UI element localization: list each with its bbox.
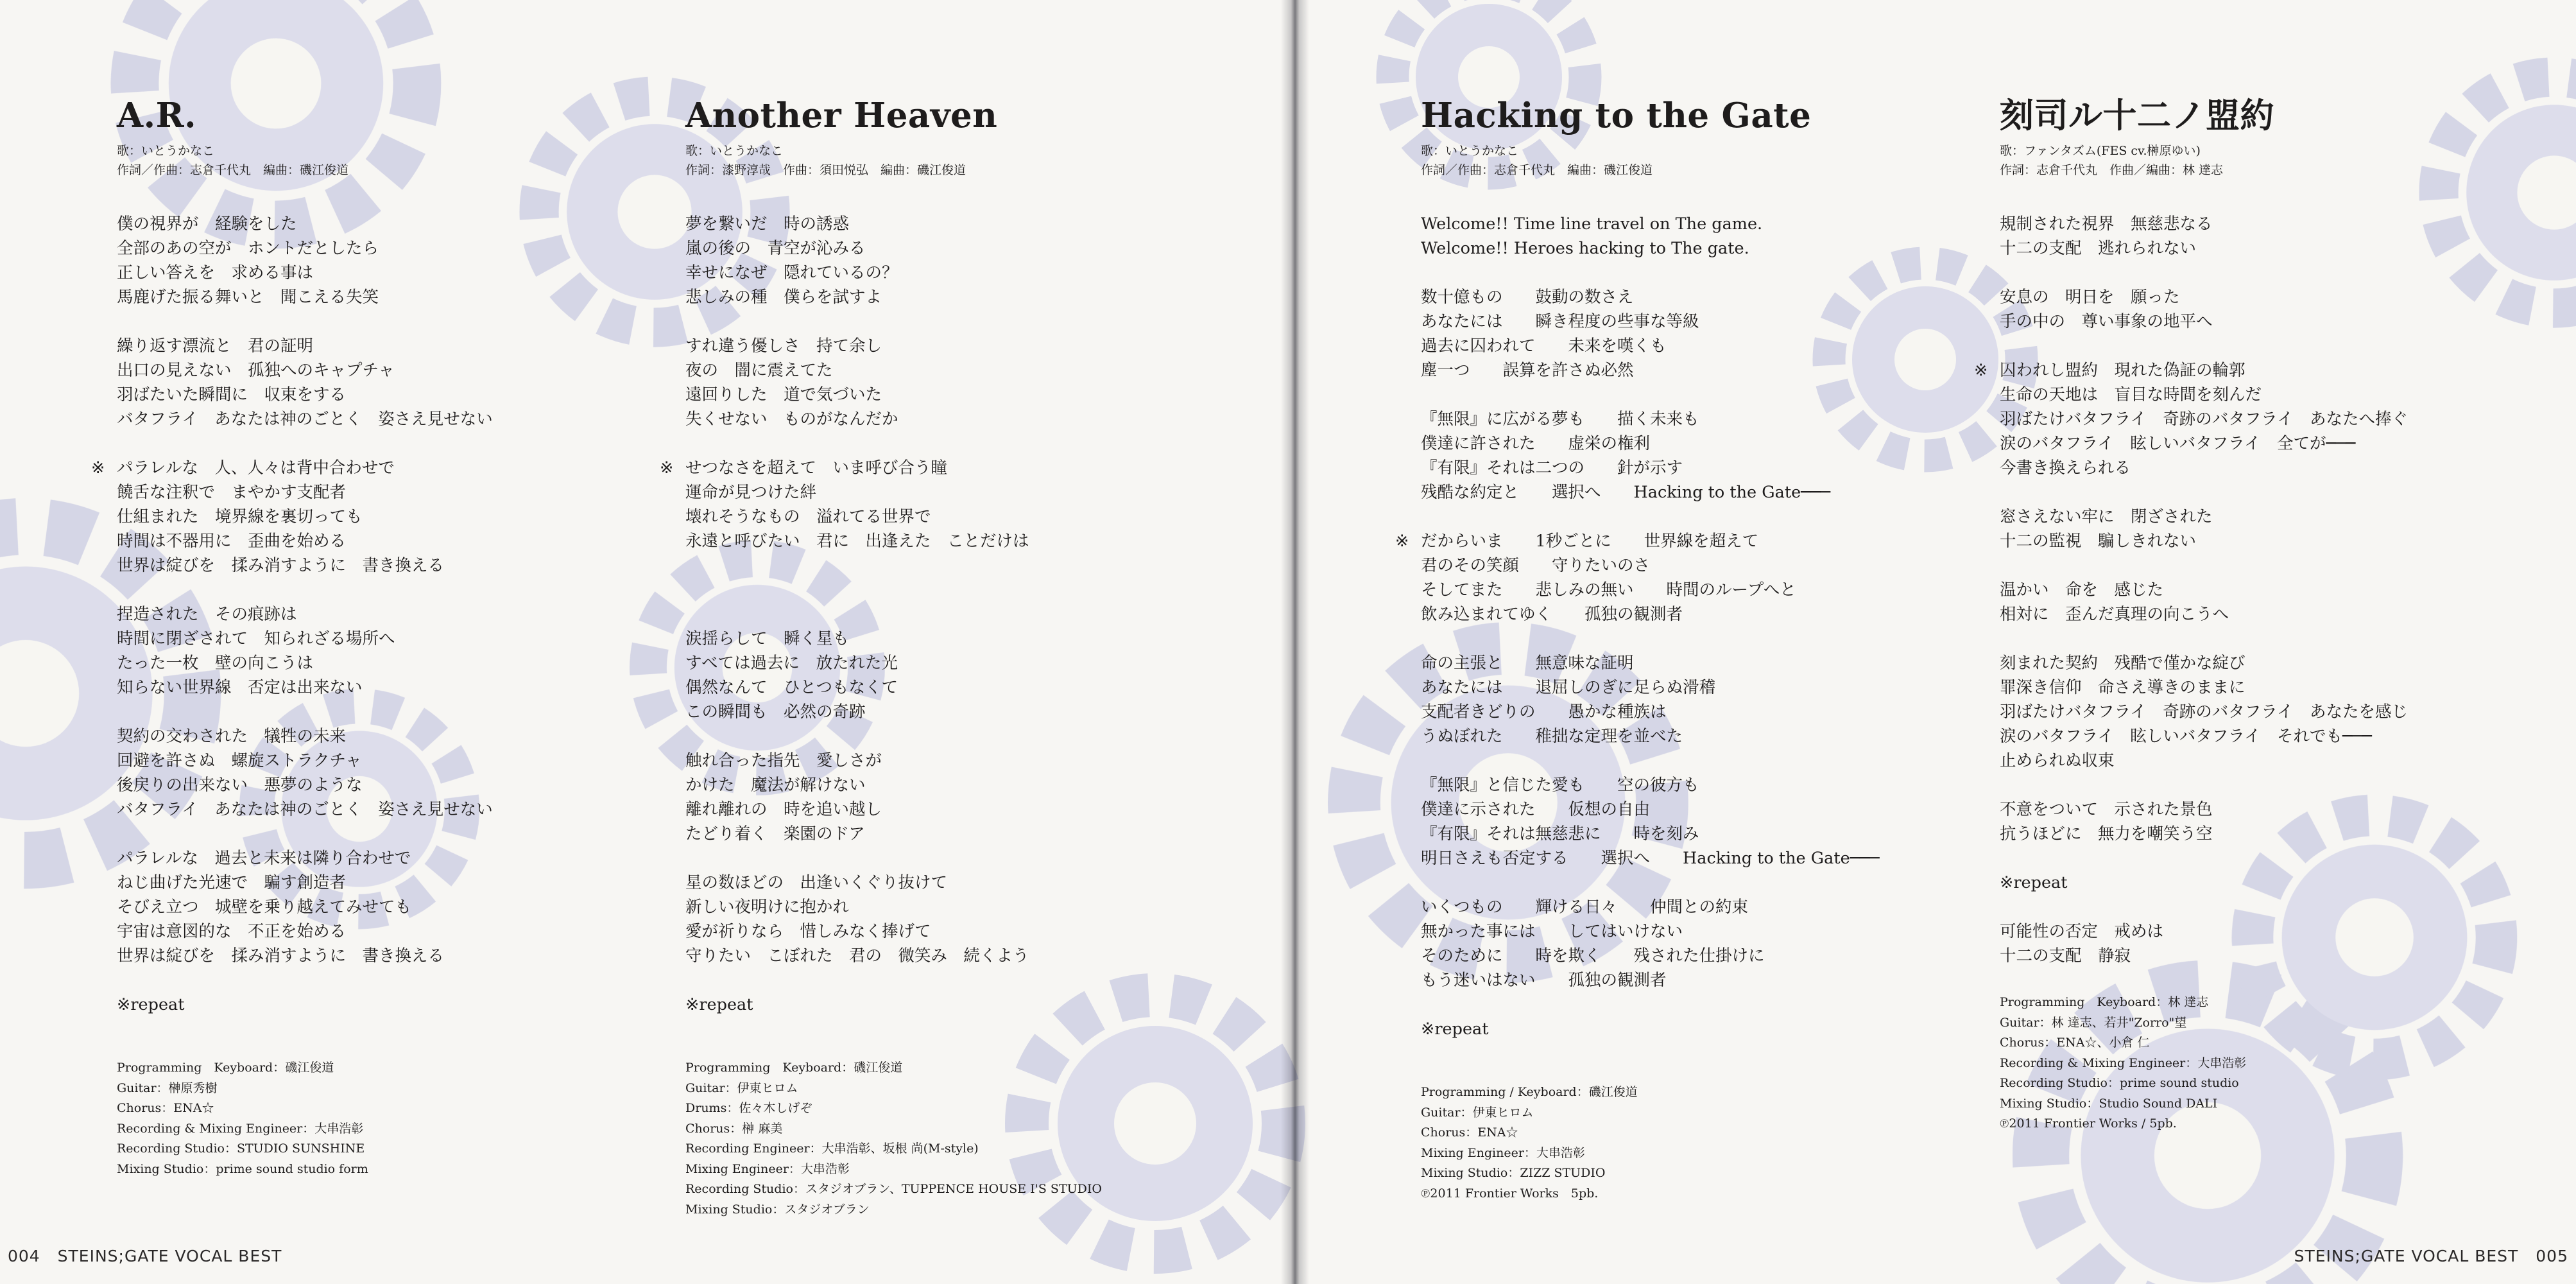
lyric-line: 時間は不器用に 歪曲を始める [117, 532, 347, 551]
left-page-footer [8, 1247, 282, 1265]
lyric-line: 窓さえない牢に 閉ざされた [2000, 507, 2213, 526]
footer-book-title: STEINS;GATE VOCAL BEST [2294, 1247, 2519, 1265]
lyric-line [685, 578, 1102, 602]
lyric-line: 離れ離れの 時を追い越し [685, 800, 882, 819]
chorus-mark: ※ [91, 458, 105, 478]
stanza [1421, 651, 1880, 749]
lyric-line: 馬鹿げた振る舞いと 聞こえる失笑 [117, 288, 379, 307]
lyric-line: そしてまた 悲しみの無い 時間のループへと [1421, 580, 1796, 600]
stanza [2000, 212, 2408, 261]
staff-line: ℗2011 Frontier Works / 5pb. [2000, 1116, 2177, 1131]
lyric-line: だからいま 1秒ごとに 世界線を超えて [1421, 532, 1759, 551]
lyric-line: 刻まれた契約 残酷で僅かな綻び [2000, 654, 2245, 673]
staff-line: Programming / Keyboard：磯江俊道 [1421, 1085, 1638, 1099]
stanza [91, 456, 493, 578]
lyric-line: 夜の 闇に震えてた [685, 361, 833, 380]
lyric-line: 不意をついて 示された景色 [2000, 800, 2213, 819]
staff-line: Chorus：ENA☆ [1421, 1125, 1518, 1140]
lyric-line: すれ違う優しさ 持て余し [685, 336, 882, 356]
song-credit: 作詞／作曲：志倉千代丸 編曲：磯江俊道 [117, 163, 349, 177]
lyrics [660, 212, 1102, 1017]
lyric-line: 後戻りの出来ない 悪夢のような [117, 776, 363, 795]
lyric-line: 出口の見えない 孤独へのキャプチャ [117, 361, 395, 380]
lyric-line: 回避を許さぬ 螺旋ストラクチャ [117, 751, 362, 770]
lyric-line: あなたには 退屈しのぎに足らぬ滑稽 [1421, 678, 1716, 697]
lyric-line: 明日さえも否定する 選択へ Hacking to the Gate─── [1421, 849, 1880, 868]
staff-line: Guitar：伊東ヒロム [1421, 1105, 1534, 1120]
staff-line: Guitar：林 達志、若井"Zorro"望 [2000, 1015, 2187, 1030]
stanza [660, 456, 1102, 553]
stanza [1974, 358, 2408, 480]
lyric-line: 繰り返す漂流と 君の証明 [117, 336, 314, 356]
lyric-line: 『有限』それは無慈悲に 時を刻み [1421, 824, 1699, 844]
lyric-line: 涙のバタフライ 眩しいバタフライ それでも─── [2000, 727, 2373, 746]
stanza [685, 749, 1102, 846]
lyric-line: 新しい夜明けに抱かれ [685, 898, 850, 917]
lyric-line: いくつもの 輝ける日々 仲間との約束 [1421, 898, 1749, 917]
staff-line: Guitar：伊東ヒロム [685, 1080, 798, 1095]
lyric-line: 十二の支配 逃れられない [2000, 239, 2197, 258]
lyric-line: 触れ合った指先 愛しさが [685, 751, 882, 770]
staff-line: Recording Engineer：大串浩彰、坂根 尚(M-style) [685, 1141, 979, 1156]
song-credit: 作詞：漆野淳哉 作曲：須田悦弘 編曲：磯江俊道 [685, 163, 966, 177]
lyric-line: 数十億もの 鼓動の数さえ [1421, 288, 1634, 307]
staff-line: Chorus：榊 麻美 [685, 1121, 783, 1136]
stanza [117, 846, 493, 968]
lyric-line: たった一枚 壁の向こうは [117, 654, 314, 673]
lyric-line: もう迷いはない 孤独の観測者 [1421, 971, 1667, 990]
lyric-line: 温かい 命を 感じた [2000, 580, 2164, 600]
lyrics [1395, 212, 1880, 1041]
lyric-line: 世界は綻びを 揉み消すように 書き換える [117, 556, 445, 575]
song-credit: 作詞：志倉千代丸 作曲／編曲：林 達志 [2000, 163, 2224, 177]
song-ar [91, 95, 493, 1179]
right-page-footer [2294, 1247, 2568, 1265]
song-title: Hacking to the Gate [1421, 96, 1812, 135]
lyric-line: 遠回りした 道で気づいた [685, 385, 882, 404]
lyric-line: 無かった事には してはいけない [1421, 922, 1683, 941]
lyric-line: 手の中の 尊い事象の地平へ [2000, 312, 2213, 331]
chorus-mark: ※ [1395, 532, 1409, 551]
stanza [685, 627, 1102, 724]
lyric-line: 規制された視界 無慈悲なる [2000, 214, 2213, 234]
lyric-line: 知らない世界線 否定は出来ない [117, 678, 363, 697]
book-spine [1281, 0, 1309, 1284]
lyric-line: Welcome!! Time line travel on The game. [1421, 214, 1763, 234]
staff-line: Recording Studio：prime sound studio [2000, 1076, 2239, 1090]
lyric-line: 相対に 歪んだ真理の向こうへ [2000, 605, 2229, 624]
song-kizamu-tsukasadoru [1974, 95, 2408, 1134]
song-title: Another Heaven [685, 96, 998, 135]
lyric-line: 過去に囚われて 未来を嘆くも [1421, 336, 1667, 356]
stanza [117, 212, 493, 309]
stanza [2000, 285, 2408, 334]
staff-line: Chorus：ENA☆ [117, 1101, 214, 1115]
song-credit: 歌：ファンタズム(FES cv.榊原ゆい) [2000, 144, 2201, 158]
lyric-line: 羽ばたけバタフライ 奇跡のバタフライ あなたを感じ [2000, 702, 2408, 722]
lyric-line: 守りたい こぼれた 君の 微笑み 続くよう [685, 946, 1029, 966]
staff-line: Chorus：ENA☆、小倉 仁 [2000, 1036, 2150, 1050]
lyric-line: 安息の 明日を 願った [2000, 288, 2180, 307]
lyric-line: 失くせない ものがなんだか [685, 410, 898, 429]
stanza [1421, 212, 1880, 261]
staff-line: Mixing Studio：スタジオブラン [685, 1202, 870, 1217]
lyric-line: 僕達に示された 仮想の自由 [1421, 800, 1651, 819]
lyric-line: 星の数ほどの 出逢いくぐり抜けて [685, 873, 948, 892]
stanza [2000, 578, 2408, 627]
lyric-line: 『無限』に広がる夢も 描く未来も [1421, 410, 1699, 429]
lyric-line: 正しい答えを 求める事は [117, 263, 314, 282]
stanza [685, 334, 1102, 431]
stanza [685, 212, 1102, 309]
lyrics [91, 212, 493, 1017]
staff-line: Mixing Studio：prime sound studio form [117, 1161, 368, 1176]
lyric-line: バタフライ あなたは神のごとく 姿さえ見せない [117, 410, 493, 429]
lyric-line: そのために 時を欺く 残された仕掛けに [1421, 946, 1765, 966]
lyric-line: 止められぬ収束 [2000, 751, 2115, 770]
staff-line: ℗2011 Frontier Works 5pb. [1421, 1186, 1599, 1201]
lyric-line: たどり着く 楽園のドア [685, 824, 865, 844]
lyric-line: Welcome!! Heroes hacking to The gate. [1421, 239, 1749, 258]
page-number: 005 [2536, 1247, 2568, 1265]
staff-line: Recording Studio：STUDIO SUNSHINE [117, 1141, 365, 1156]
chorus-mark: ※ [660, 458, 674, 478]
lyric-line: 偶然なんて ひとつもなくて [685, 678, 898, 697]
lyric-line: かけた 魔法が解けない [685, 776, 866, 795]
lyric-line: 罪深き信仰 命さえ導きのままに [2000, 678, 2245, 697]
staff-line: Programming Keyboard：磯江俊道 [685, 1061, 903, 1075]
lyric-line: あなたには 瞬き程度の些事な等級 [1421, 312, 1699, 331]
lyric-line: 僕の視界が 経験をした [117, 214, 297, 234]
repeat-line: ※repeat [685, 995, 753, 1014]
staff-credits [1421, 1082, 1880, 1204]
page-number: 004 [8, 1247, 40, 1265]
repeat-line: ※repeat [1421, 1019, 1489, 1039]
lyric-line: 愛が祈りなら 惜しみなく捧げて [685, 922, 931, 941]
lyric-line: 抗うほどに 無力を嘲笑う空 [2000, 824, 2213, 844]
stanza [1421, 895, 1880, 993]
staff-line: Recording & Mixing Engineer：大串浩彰 [2000, 1055, 2247, 1070]
lyric-line: 幸せになぜ 隠れているの？ [685, 263, 898, 282]
stanza [685, 993, 1102, 1017]
lyric-line: 嵐の後の 青空が沁みる [685, 239, 866, 258]
song-credit: 作詞／作曲：志倉千代丸 編曲：磯江俊道 [1421, 163, 1653, 177]
staff-line: Mixing Engineer：大串浩彰 [685, 1161, 850, 1176]
song-another-heaven [660, 95, 1102, 1220]
lyrics [1974, 212, 2408, 968]
lyric-line: 仕組まれた 境界線を裏切っても [117, 507, 363, 526]
stanza [1421, 1017, 1880, 1041]
lyric-line: 運命が見つけた絆 [685, 483, 817, 502]
lyric-line: 僕達に許された 虚栄の権利 [1421, 434, 1651, 453]
staff-line: Recording & Mixing Engineer：大串浩彰 [117, 1121, 364, 1136]
lyric-line: うぬぼれた 稚拙な定理を並べた [1421, 727, 1683, 746]
lyric-line: 涙揺らして 瞬く星も [685, 629, 850, 648]
staff-line: Drums：佐々木しげぞ [685, 1101, 812, 1115]
lyric-line: 残酷な約定と 選択へ Hacking to the Gate─── [1421, 483, 1831, 502]
lyric-line: 涙のバタフライ 眩しいバタフライ 全てが─── [2000, 434, 2356, 453]
lyric-line: パラレルな 過去と未来は隣り合わせで [117, 849, 411, 868]
stanza [2000, 797, 2408, 846]
lyric-line: 永遠と呼びたい 君に 出逢えた ことだけは [685, 532, 1029, 551]
lyric-line: 羽ばたけバタフライ 奇跡のバタフライ あなたへ捧ぐ [2000, 410, 2408, 429]
staff-line: Programming Keyboard：磯江俊道 [117, 1061, 334, 1075]
lyric-line: 十二の支配 静寂 [2000, 946, 2131, 966]
staff-line: Guitar：榊原秀樹 [117, 1080, 218, 1095]
lyric-line: 捏造された その痕跡は [117, 605, 297, 624]
lyric-line: 世界は綻びを 揉み消すように 書き換える [117, 946, 445, 966]
footer-book-title: STEINS;GATE VOCAL BEST [57, 1247, 282, 1265]
stanza [2000, 871, 2408, 895]
staff-credits [117, 1058, 493, 1179]
lyric-line: 生命の天地は 盲目な時間を刻んだ [2000, 385, 2262, 404]
lyric-line: せつなさを超えて いま呼び合う瞳 [685, 458, 948, 478]
staff-line: Mixing Studio：Studio Sound DALI [2000, 1096, 2218, 1111]
staff-line: Mixing Engineer：大串浩彰 [1421, 1145, 1585, 1160]
lyric-line: 全部のあの空が ホントだとしたら [117, 239, 379, 258]
lyric-line: 支配者きどりの 愚かな種族は [1421, 702, 1667, 722]
lyric-line: 悲しみの種 僕らを試すよ [685, 288, 882, 307]
stanza [117, 993, 493, 1017]
stanza [1395, 529, 1880, 627]
staff-credits [685, 1058, 1102, 1220]
staff-line: Programming Keyboard：林 達志 [2000, 995, 2209, 1009]
repeat-line: ※repeat [117, 995, 185, 1014]
lyric-line: 夢を繋いだ 時の誘惑 [685, 214, 850, 234]
lyric-line: 饒舌な注釈で まやかす支配者 [117, 483, 347, 502]
song-title: 刻司ル十二ノ盟約 [2000, 96, 2274, 135]
song-credit: 歌：いとうかなこ [117, 144, 215, 158]
stanza [117, 334, 493, 431]
staff-line: Recording Studio：スタジオブラン、TUPPENCE HOUSE I'S STUDIO [685, 1182, 1102, 1196]
song-hacking-to-the-gate [1395, 95, 1880, 1204]
stanza [1421, 773, 1880, 871]
stanza [685, 871, 1102, 968]
lyric-line: ねじ曲げた光速で 騙す創造者 [117, 873, 347, 892]
lyric-line: パラレルな 人、人々は背中合わせで [117, 458, 395, 478]
lyric-line: 君のその笑顔 守りたいのさ [1421, 556, 1651, 575]
song-title: A.R. [117, 96, 197, 135]
stanza [2000, 505, 2408, 553]
lyric-line: 飲み込まれてゆく 孤独の観測者 [1421, 605, 1683, 624]
lyric-line: 可能性の否定 戒めは [2000, 922, 2164, 941]
lyric-line: 『無限』と信じた愛も 空の彼方も [1421, 776, 1699, 795]
stanza [1421, 285, 1880, 383]
song-credit: 歌：いとうかなこ [1421, 144, 1519, 158]
stanza [1421, 407, 1880, 505]
gear-shape [2439, 77, 2576, 308]
lyric-line: 壊れそうなもの 溢れてる世界で [685, 507, 931, 526]
lyric-line: すべては過去に 放たれた光 [685, 654, 898, 673]
lyric-line: 契約の交わされた 犠牲の未来 [117, 727, 347, 746]
lyric-line: そびえ立つ 城壁を乗り越えてみせても [117, 898, 412, 917]
stanza-spacer [685, 578, 1102, 602]
lyric-line: 囚われし盟約 現れた偽証の輪郭 [2000, 361, 2245, 380]
staff-line: Mixing Studio：ZIZZ STUDIO [1421, 1166, 1606, 1180]
staff-credits [2000, 993, 2408, 1134]
lyric-line: 今書き換えられる [2000, 458, 2131, 478]
lyric-line: 十二の監視 騙しきれない [2000, 532, 2197, 551]
lyric-line: 『有限』それは二つの 針が示す [1421, 458, 1683, 478]
lyric-line: 時間に閉ざされて 知られざる場所へ [117, 629, 395, 648]
stanza [117, 724, 493, 822]
lyric-line: 羽ばたいた瞬間に 収束をする [117, 385, 347, 404]
stanza [117, 602, 493, 700]
lyric-line: この瞬間も 必然の奇跡 [685, 702, 866, 722]
lyric-line: 命の主張と 無意味な証明 [1421, 654, 1634, 673]
repeat-line: ※repeat [2000, 873, 2068, 892]
stanza [2000, 651, 2408, 773]
stanza [2000, 919, 2408, 968]
chorus-mark: ※ [1974, 361, 1988, 380]
lyric-line: 宇宙は意図的な 不正を始める [117, 922, 347, 941]
lyric-line: バタフライ あなたは神のごとく 姿さえ見せない [117, 800, 493, 819]
lyric-line: 塵一つ 誤算を許さぬ必然 [1421, 361, 1634, 380]
song-credit: 歌：いとうかなこ [685, 144, 784, 158]
